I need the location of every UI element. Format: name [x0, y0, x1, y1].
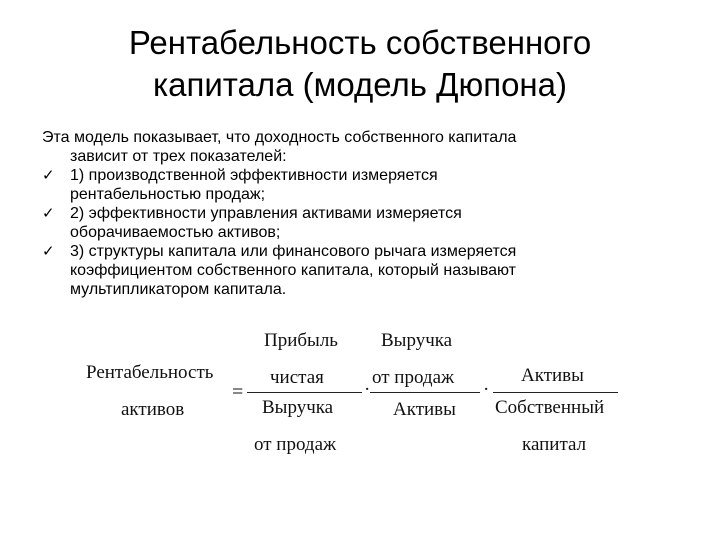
check-icon: ✓ — [42, 242, 55, 260]
multiply-dot: · — [483, 379, 490, 400]
bullet-line: мультипликатором капитала. — [70, 281, 287, 298]
fraction1-denominator-line-1: Выручка — [262, 397, 334, 418]
bullet-line: 3) структуры капитала или финансового рычага измеряется — [70, 243, 517, 260]
formula-lhs-line-1: Рентабельность — [86, 362, 214, 383]
fraction1-denominator-line-2: от продаж — [254, 434, 337, 455]
fraction1-numerator-line-2: чистая — [270, 367, 324, 388]
fraction1-bar — [247, 392, 362, 393]
fraction2-numerator-line-2: от продаж — [372, 367, 455, 388]
bullet-line: 1) производственной эффективности измеряется — [70, 167, 438, 184]
fraction3-bar — [493, 392, 618, 393]
formula-lhs-line-2: активов — [121, 399, 185, 420]
bullet-line: 2) эффективности управления активами измеряется — [70, 205, 462, 222]
fraction3-denominator-line-2: капитал — [522, 434, 587, 455]
fraction2-denominator: Активы — [393, 399, 456, 420]
fraction1-numerator-line-1: Прибыль — [264, 330, 338, 351]
fraction2-numerator-line-1: Выручка — [381, 330, 453, 351]
fraction3-denominator-line-1: Собственный — [495, 397, 605, 418]
multiply-dot: · — [364, 379, 371, 400]
title-line-2: капитала (модель Дюпона) — [152, 66, 567, 103]
bullet-line: рентабельностью продаж; — [70, 186, 266, 203]
fraction2-bar — [370, 392, 480, 393]
check-icon: ✓ — [42, 166, 55, 184]
fraction3-numerator: Активы — [521, 365, 584, 386]
bullet-line: коэффициентом собственного капитала, который называют — [70, 262, 517, 279]
intro-line-2: зависит от трех показателей: — [70, 148, 287, 165]
check-icon: ✓ — [42, 204, 55, 222]
title-line-1: Рентабельность собственного — [128, 24, 592, 61]
equals-sign: = — [232, 381, 244, 403]
bullet-line: оборачиваемостью активов; — [70, 224, 281, 241]
intro-line-1: Эта модель показывает, что доходность собственного капитала — [42, 129, 517, 146]
